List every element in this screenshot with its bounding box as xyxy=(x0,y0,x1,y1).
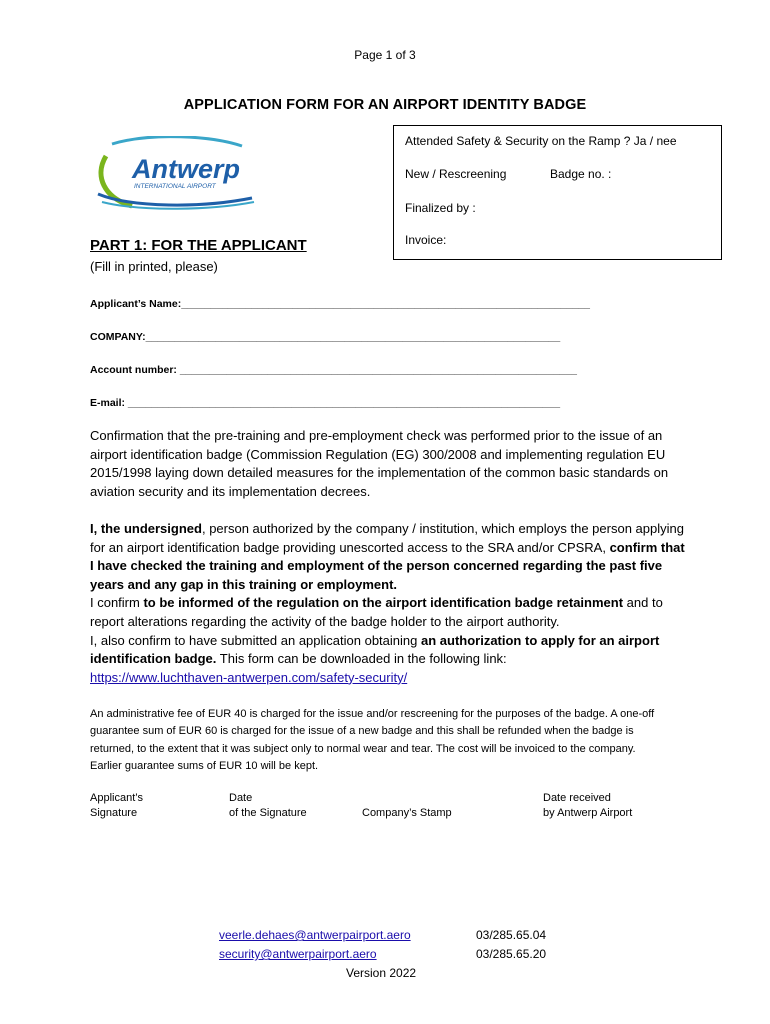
download-text: This form can be downloaded in the following link: xyxy=(216,651,507,667)
part1-subtitle: (Fill in printed, please) xyxy=(90,259,218,274)
date-received-label xyxy=(543,791,632,821)
svg-text:Antwerp: Antwerp xyxy=(132,154,240,184)
contact-emails xyxy=(219,926,411,964)
applicant-signature-line2: Signature xyxy=(90,807,138,819)
confirmation-paragraph: Confirmation that the pre-training and pre-employment check was performed prior to the issue of an airport identification badge (Commission Regulation (EG) 300/2008 and implementing regulation EU 2015/1998 laying down detailed measures for the implementation of the common basic standards on aviation security and its implementation decrees. xyxy=(90,428,669,499)
page-number: Page 1 of 3 xyxy=(354,48,416,62)
date-received-line2: by Antwerp Airport xyxy=(543,807,633,819)
date-received-line1: Date received xyxy=(543,792,611,804)
alteration-text: and to report alterations regarding the activity of the badge holder to the airport authority. xyxy=(90,595,663,629)
part1-title: PART 1: FOR THE APPLICANT xyxy=(90,237,307,254)
email-field[interactable]: E-mail: __________________________________________________________________________ xyxy=(90,397,561,409)
confirm-text: I confirm xyxy=(90,595,144,611)
declaration-text: , person authorized by the company / institution, which employs the person applying for an airport identification badge providing unescorted access to the SRA and/or CPSRA, xyxy=(90,521,684,555)
retainment-statement: to be informed of the regulation on the airport identification badge retainment xyxy=(143,595,624,611)
authorization-statement: an authorization to apply for an airport identification badge. xyxy=(90,632,660,667)
new-rescreening-field: New / Rescreening xyxy=(405,167,507,181)
account-number-field[interactable]: Account number: ____________________________________________________________________ xyxy=(90,364,577,376)
badge-number-field: Badge no. : xyxy=(550,167,612,181)
antwerp-airport-logo xyxy=(92,136,258,210)
applicant-name-field[interactable]: Applicant’s Name:______________________________________________________________________ xyxy=(90,298,590,310)
submission-text: I, also confirm to have submitted an application obtaining xyxy=(90,632,421,648)
svg-text:INTERNATIONAL AIRPORT: INTERNATIONAL AIRPORT xyxy=(134,183,216,190)
download-link[interactable]: https://www.luchthaven-antwerpen.com/safety-security/ xyxy=(90,669,408,685)
date-signature-line1: Date xyxy=(229,792,253,804)
page-title: APPLICATION FORM FOR AN AIRPORT IDENTITY BADGE xyxy=(183,97,587,113)
fee-paragraph: An administrative fee of EUR 40 is charged for the issue and/or rescreening for the purposes of the badge. A one-off guarantee sum of EUR 60 is charged for the issue of a new badge and this shall be refunded when the badge is returned, to the extent that it was subject only to normal wear and tear. The cost will be invoiced to the company. Earlier guarantee sums of EUR 10 will be kept. xyxy=(90,708,655,773)
confirmation-statement: confirm that I have checked the training and employment of the person concerned regarding the past five years and any gap in this training or employment. xyxy=(90,539,685,592)
undersigned-text: I, the undersigned xyxy=(90,521,202,536)
contact-phones xyxy=(476,926,546,964)
declaration-paragraph xyxy=(90,520,690,687)
version-label: Version 2022 xyxy=(346,966,417,980)
admin-box xyxy=(393,125,722,260)
date-signature-line2: of the Signature xyxy=(229,807,307,819)
company-field[interactable]: COMPANY:_______________________________________________________________________ xyxy=(90,331,561,343)
email-link-veerle[interactable]: veerle.dehaes@antwerpairport.aero xyxy=(219,928,411,942)
email-link-security[interactable]: security@antwerpairport.aero xyxy=(219,947,377,961)
finalized-by-field: Finalized by : xyxy=(405,201,476,215)
ramp-attendance-field: Attended Safety & Security on the Ramp ? Ja / nee xyxy=(405,134,677,148)
date-signature-label xyxy=(229,791,307,821)
invoice-field: Invoice: xyxy=(405,233,447,247)
phone-number-1: 03/285.65.04 xyxy=(476,928,547,942)
applicant-signature-line1: Applicant’s xyxy=(90,792,143,804)
applicant-signature-label xyxy=(90,791,143,821)
company-stamp-label: Company’s Stamp xyxy=(362,807,452,819)
phone-number-2: 03/285.65.20 xyxy=(476,947,547,961)
